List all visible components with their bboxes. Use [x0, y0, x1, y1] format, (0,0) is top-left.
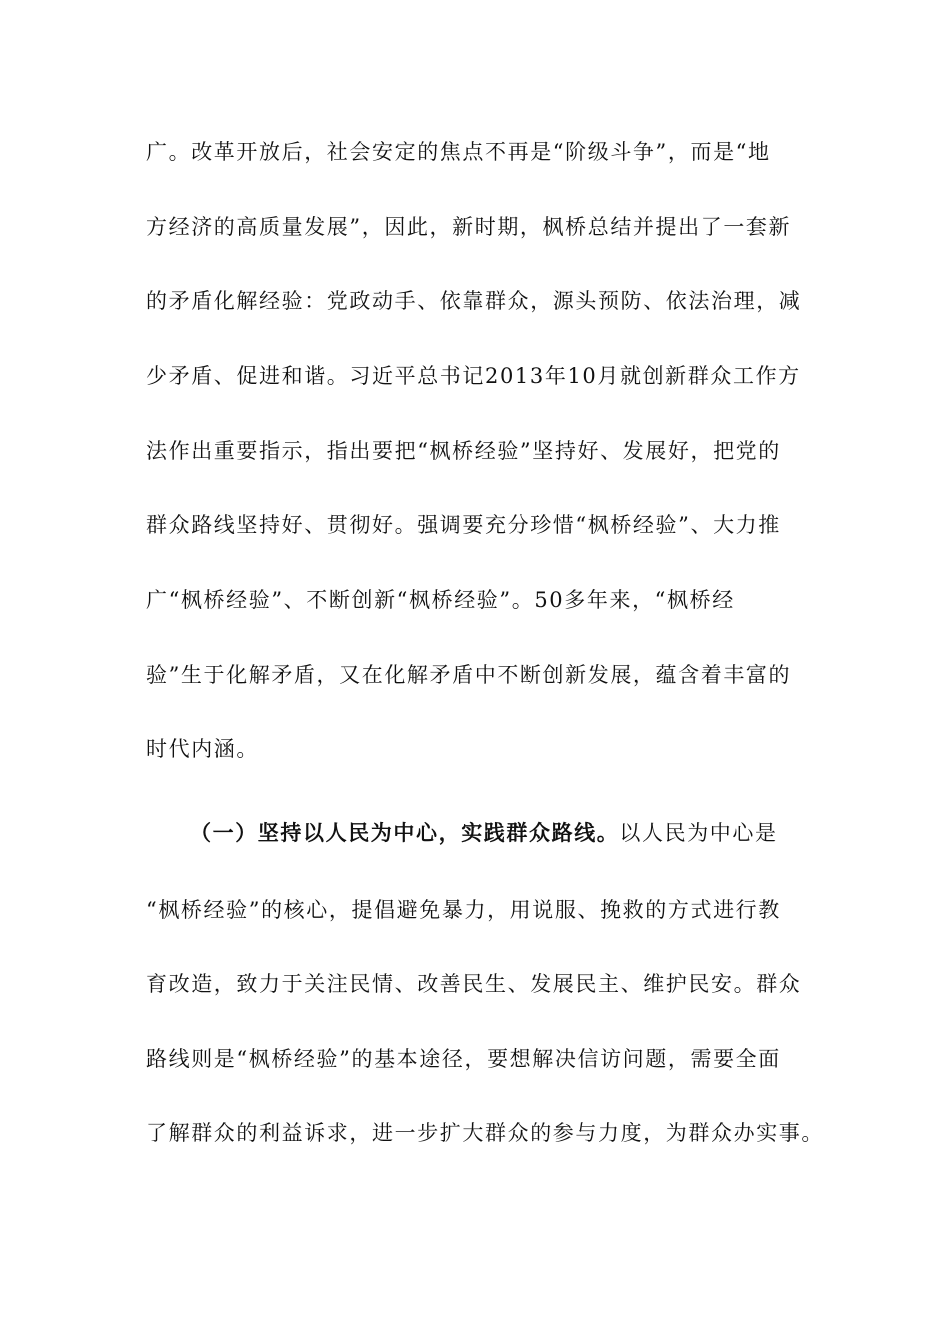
body-text-line: 路线则是“枫桥经验”的基本途径，要想解决信访问题，需要全面	[146, 1047, 781, 1071]
body-text-line: 法作出重要指示，指出要把“枫桥经验”坚持好、发展好，把党的	[146, 439, 781, 463]
body-text-line: 时代内涵。	[146, 737, 259, 761]
body-text-line: 验”生于化解矛盾，又在化解矛盾中不断创新发展，蕴含着丰富的	[146, 663, 792, 687]
body-text-line: 群众路线坚持好、贯彻好。强调要充分珍惜“枫桥经验”、大力推	[146, 513, 781, 537]
body-text-inline: 以人民为中心是	[619, 821, 778, 845]
body-text-line: “枫桥经验”的核心，提倡避免暴力，用说服、挽救的方式进行教	[146, 898, 781, 922]
section-heading-line	[190, 818, 870, 848]
body-text-line: 广。改革开放后，社会安定的焦点不再是“阶级斗争”，而是“地	[146, 140, 771, 164]
body-text-line: 了解群众的利益诉求，进一步扩大群众的参与力度，为群众办实事。	[146, 1121, 824, 1145]
body-text-line: 少矛盾、促进和谐。习近平总书记2013年10月就创新群众工作方	[146, 364, 801, 388]
section-heading: （一）坚持以人民为中心，实践群众路线。	[190, 820, 620, 845]
body-text-line: 方经济的高质量发展”，因此，新时期，枫桥总结并提出了一套新	[146, 215, 792, 239]
body-text-line: 的矛盾化解经验：党政动手、依靠群众，源头预防、依法治理，减	[146, 289, 802, 313]
body-text-line: 育改造，致力于关注民情、改善民生、发展民主、维护民安。群众	[146, 972, 802, 996]
body-text-line: 广“枫桥经验”、不断创新“枫桥经验”。50多年来，“枫桥经	[146, 588, 735, 612]
